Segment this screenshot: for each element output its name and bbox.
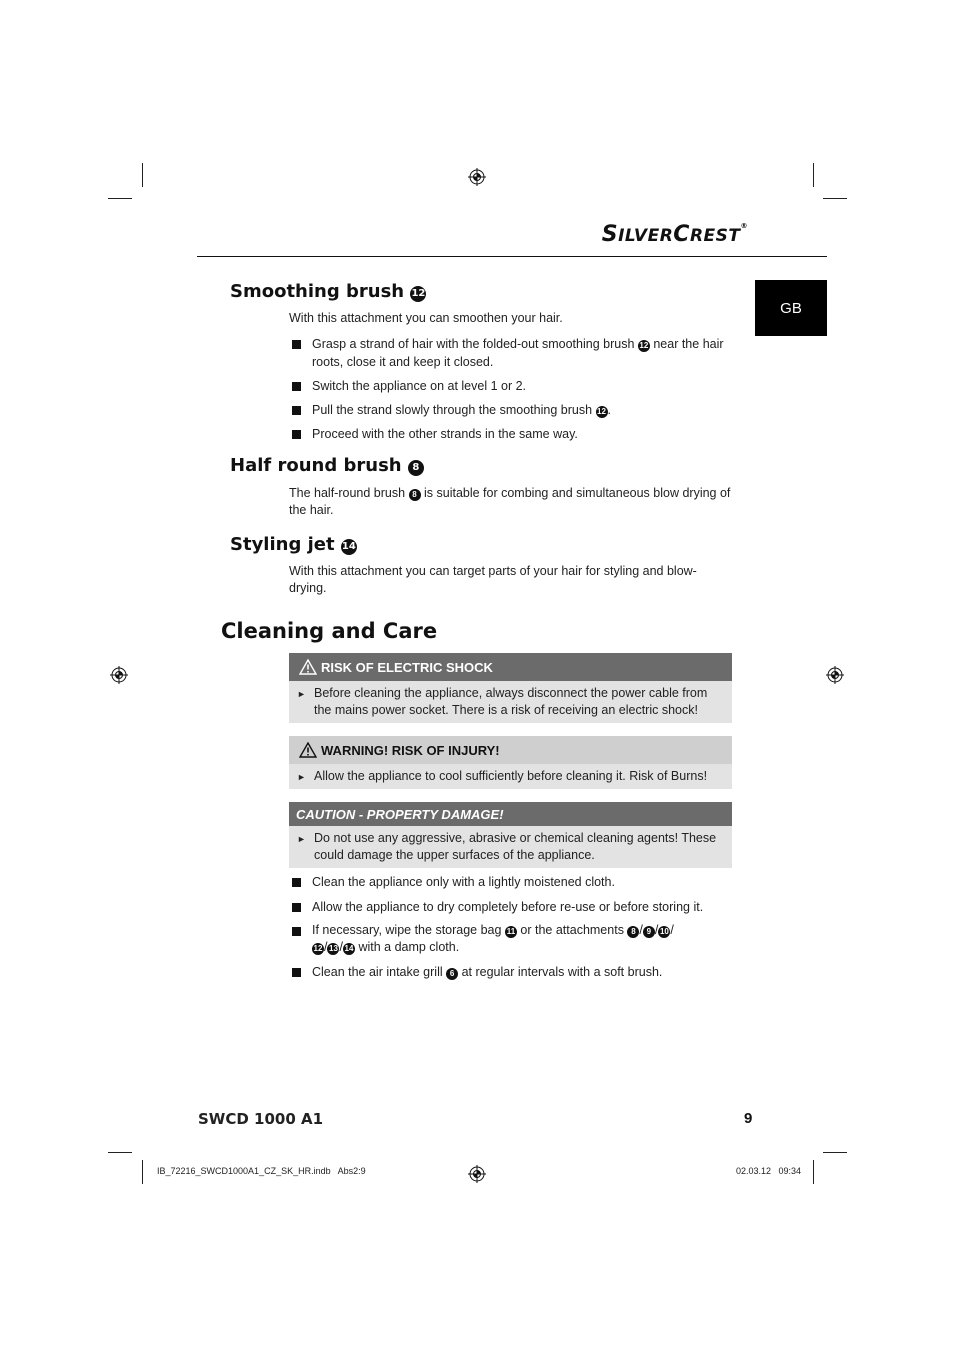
crop-mark xyxy=(142,163,143,187)
caution-body-text: Do not use any aggressive, abrasive or chemical cleaning agents! These could damage the upper surfaces of the appliance. xyxy=(314,831,717,862)
bullet-square-icon xyxy=(292,878,301,887)
list-item xyxy=(292,898,732,916)
registration-mark-icon xyxy=(826,666,844,684)
crop-mark xyxy=(823,1152,847,1153)
crop-mark xyxy=(142,1160,143,1184)
section-title-cleaning-and-care: Cleaning and Care xyxy=(221,619,438,643)
styling-title-text: Styling jet xyxy=(230,534,335,555)
warning-body xyxy=(289,681,732,723)
brand-logo xyxy=(602,222,748,247)
registration-mark-icon xyxy=(110,666,128,684)
bullet-square-icon xyxy=(292,968,301,977)
step-text: . xyxy=(607,403,611,417)
part-number-badge: 13 xyxy=(329,944,338,953)
bullet-square-icon xyxy=(292,903,301,912)
warning-body-text: Before cleaning the appliance, always disconnect the power cable from the mains power socket. There is a risk of receiving an electric shock! xyxy=(314,686,708,717)
part-number-badge: 12 xyxy=(597,407,606,416)
warning-body xyxy=(289,764,732,789)
bullet-square-icon xyxy=(292,382,301,391)
step-text: Pull the strand slowly through the smoothing brush xyxy=(312,403,596,417)
bullet-square-icon xyxy=(292,430,301,439)
step-text: at regular intervals with a soft brush. xyxy=(458,965,663,979)
crop-mark xyxy=(823,198,847,199)
registration-mark-icon xyxy=(468,168,486,186)
arrow-right-icon: ► xyxy=(297,772,306,782)
separator: / xyxy=(654,923,659,937)
model-number: SWCD 1000 A1 xyxy=(198,1110,324,1128)
list-item xyxy=(292,873,732,891)
warning-header xyxy=(289,736,732,764)
warning-box-risk-of-injury xyxy=(289,736,732,789)
caution-header-text: CAUTION - PROPERTY DAMAGE! xyxy=(296,806,504,822)
part-number-badge: 10 xyxy=(659,927,669,936)
warning-header xyxy=(289,653,732,681)
list-item xyxy=(292,963,732,981)
step-text: Proceed with the other strands in the same way. xyxy=(312,427,578,441)
part-number-badge: 6 xyxy=(446,968,458,980)
step-text: If necessary, wipe the storage bag xyxy=(312,923,505,937)
print-slug-date: 02.03.12 09:34 xyxy=(736,1166,802,1176)
crop-mark xyxy=(108,1152,132,1153)
header-divider xyxy=(197,256,827,257)
list-item xyxy=(292,922,732,956)
step-text: Switch the appliance on at level 1 or 2. xyxy=(312,379,527,393)
styling-description: With this attachment you can target parts of your hair for styling and blow-drying. xyxy=(289,564,697,595)
part-number-badge: 9 xyxy=(643,926,655,938)
list-item xyxy=(292,377,732,395)
bullet-square-icon xyxy=(292,340,301,349)
section-title-half-round-brush xyxy=(230,455,424,476)
brand-rest-1: ILVER xyxy=(618,226,674,246)
registered-mark: ® xyxy=(740,222,748,230)
halfround-text: The half-round brush xyxy=(289,486,409,500)
registration-mark-icon xyxy=(468,1165,486,1183)
separator: / xyxy=(339,940,343,954)
smoothing-title-text: Smoothing brush xyxy=(230,281,405,302)
part-number-badge: 12 xyxy=(313,944,323,953)
halfround-description xyxy=(289,485,734,519)
step-text: Allow the appliance to dry completely before re-use or before storing it. xyxy=(312,900,704,914)
section-title-styling-jet xyxy=(230,534,357,555)
bullet-square-icon xyxy=(292,406,301,415)
step-text: Grasp a strand of hair with the folded-out smoothing brush xyxy=(312,337,638,351)
caution-body xyxy=(289,826,732,868)
part-number-badge: 14 xyxy=(341,539,357,555)
warning-box-electric-shock xyxy=(289,653,732,723)
part-number-badge: 12 xyxy=(410,286,426,302)
page-number: 9 xyxy=(744,1110,753,1127)
part-number-badge: 12 xyxy=(639,341,649,350)
list-item xyxy=(292,425,732,443)
step-text: Clean the appliance only with a lightly moistened cloth. xyxy=(312,875,615,889)
warning-header-text: RISK OF ELECTRIC SHOCK xyxy=(321,659,493,675)
caution-header xyxy=(289,802,732,826)
brand-rest-2: REST xyxy=(689,226,741,246)
arrow-right-icon: ► xyxy=(297,689,306,699)
part-number-badge: 8 xyxy=(627,926,639,938)
brand-initial-2: C xyxy=(673,222,690,247)
language-tab: GB xyxy=(755,280,827,336)
part-number-badge: 8 xyxy=(408,460,424,476)
separator: / xyxy=(670,923,674,937)
step-text: or the attachments xyxy=(516,923,628,937)
caution-box-property-damage xyxy=(289,802,732,868)
step-text: near the hair roots, close it and keep it closed. xyxy=(312,337,724,369)
arrow-right-icon: ► xyxy=(297,834,306,844)
step-text: Clean the air intake grill xyxy=(312,965,447,979)
part-number-badge: 14 xyxy=(344,944,354,953)
warning-body-text: Allow the appliance to cool sufficiently before cleaning it. Risk of Burns! xyxy=(314,769,708,783)
bullet-square-icon xyxy=(292,927,301,936)
step-text: with a damp cloth. xyxy=(354,940,460,954)
crop-mark xyxy=(813,1160,814,1184)
halfround-text: is suitable for combing and simultaneous blow drying of the hair. xyxy=(289,486,731,517)
separator: / xyxy=(324,940,328,954)
section-title-smoothing-brush xyxy=(230,281,426,302)
separator: / xyxy=(639,923,643,937)
crop-mark xyxy=(108,198,132,199)
warning-header-text: WARNING! RISK OF INJURY! xyxy=(321,742,500,758)
list-item xyxy=(292,335,732,371)
brand-initial-1: S xyxy=(601,222,619,247)
crop-mark xyxy=(813,163,814,187)
part-number-badge: 11 xyxy=(506,927,516,936)
warning-triangle-icon xyxy=(299,659,317,675)
smoothing-intro: With this attachment you can smoothen your hair. xyxy=(289,311,563,325)
warning-triangle-icon xyxy=(299,742,317,758)
print-slug-file: IB_72216_SWCD1000A1_CZ_SK_HR.indb Abs2:9 xyxy=(157,1166,366,1176)
part-number-badge: 8 xyxy=(409,489,421,501)
list-item xyxy=(292,401,732,419)
halfround-title-text: Half round brush xyxy=(230,455,402,476)
